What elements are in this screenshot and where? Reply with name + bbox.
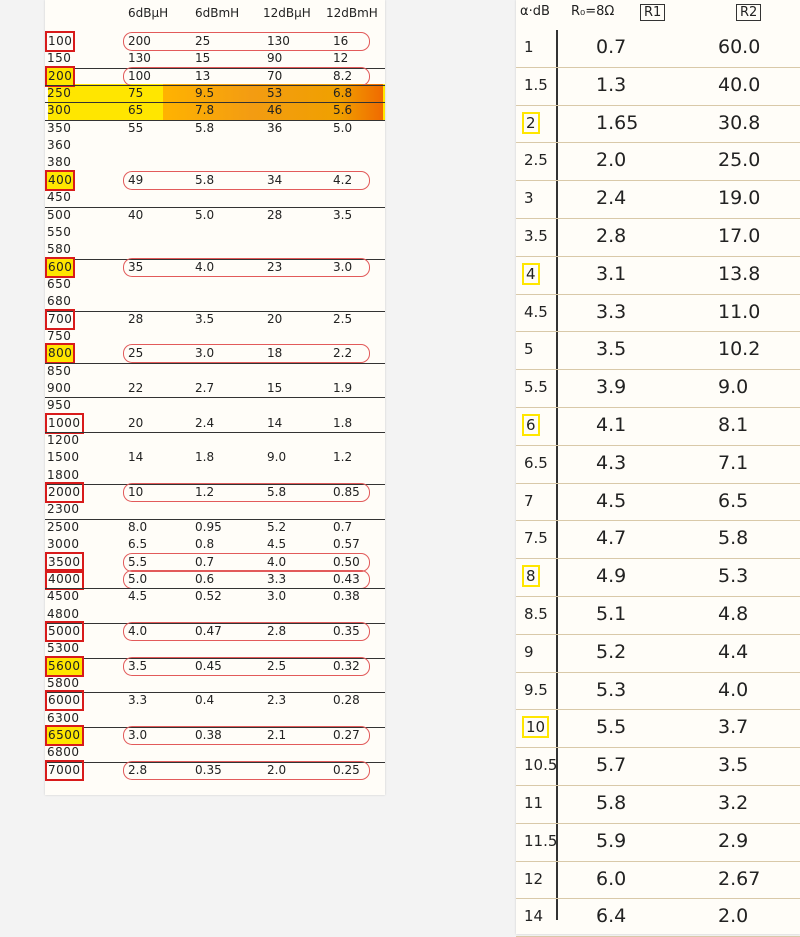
- value-cell: 3.5: [195, 311, 215, 326]
- r2-cell: 3.7: [718, 716, 749, 739]
- r2-cell: 3.5: [718, 754, 749, 777]
- value-cell: 0.28: [333, 693, 360, 708]
- frequency-cell: 650: [47, 276, 72, 291]
- value-cell: 65: [128, 103, 144, 118]
- frequency-cell: 150: [47, 51, 72, 66]
- value-cell: 0.85: [333, 485, 360, 500]
- r2-cell: 40.0: [718, 73, 761, 96]
- r1-cell: 5.8: [596, 792, 627, 814]
- value-cell: 36: [267, 120, 283, 135]
- r2-cell: 5.3: [718, 565, 749, 588]
- table-row: [45, 137, 385, 154]
- value-cell: 23: [267, 259, 283, 274]
- frequency-cell: 600: [48, 259, 73, 274]
- table-row: [516, 786, 800, 824]
- table-row: [516, 219, 800, 257]
- value-cell: 75: [128, 86, 144, 101]
- table-row: [45, 120, 385, 137]
- frequency-cell: 500: [47, 207, 72, 222]
- row-circle: [123, 67, 370, 86]
- alpha-cell: 2: [526, 113, 536, 132]
- value-cell: 3.0: [128, 728, 148, 742]
- frequency-cell: 950: [47, 398, 72, 413]
- value-cell: 0.8: [195, 537, 215, 552]
- table-row: [516, 673, 800, 711]
- table-row: [45, 224, 385, 241]
- frequency-cell: 380: [47, 155, 72, 170]
- value-cell: 40: [128, 207, 144, 222]
- value-cell: 130: [128, 51, 151, 66]
- frequency-cell: 5800: [47, 675, 80, 690]
- right-table-body: [516, 0, 800, 934]
- value-cell: 14: [128, 450, 144, 465]
- table-row: [516, 408, 800, 446]
- row-circle: [123, 171, 370, 190]
- alpha-cell: 1: [524, 38, 534, 56]
- value-cell: 2.4: [195, 415, 215, 430]
- value-cell: 1.2: [333, 450, 353, 465]
- value-cell: 5.8: [195, 172, 215, 187]
- table-row: [45, 380, 385, 397]
- r1-cell: 6.0: [596, 867, 627, 890]
- value-cell: 3.0: [333, 259, 353, 274]
- value-cell: 0.38: [333, 589, 360, 604]
- value-cell: 2.2: [333, 346, 353, 361]
- value-cell: 34: [267, 172, 283, 187]
- r2-cell: 2.0: [718, 905, 749, 928]
- value-cell: 4.0: [267, 554, 287, 569]
- frequency-cell: 100: [48, 34, 73, 48]
- r1-cell: 4.9: [596, 565, 627, 588]
- frequency-cell: 6500: [48, 728, 81, 742]
- r2-cell: 7.1: [718, 451, 749, 474]
- column-header-box: R2: [736, 4, 761, 21]
- value-cell: 0.35: [333, 623, 360, 638]
- table-row: [45, 536, 385, 553]
- alpha-cell: 6.5: [524, 453, 548, 472]
- frequency-cell: 300: [47, 103, 72, 118]
- frequency-cell: 400: [48, 172, 73, 187]
- value-cell: 5.0: [195, 207, 215, 222]
- value-cell: 8.2: [333, 68, 353, 83]
- r2-cell: 4.4: [718, 640, 749, 663]
- table-row: [516, 181, 800, 219]
- value-cell: 0.43: [333, 571, 360, 586]
- alpha-cell: 2.5: [524, 151, 548, 170]
- value-cell: 5.0: [333, 120, 353, 135]
- value-cell: 3.3: [267, 571, 287, 586]
- r1-cell: 4.1: [596, 414, 627, 436]
- value-cell: 0.38: [195, 728, 222, 742]
- r2-cell: 10.2: [718, 338, 761, 361]
- value-cell: 49: [128, 172, 144, 187]
- column-header: 12dBμH: [263, 6, 311, 20]
- table-row: [45, 675, 385, 692]
- alpha-cell: 11: [524, 794, 544, 812]
- value-cell: 4.0: [195, 259, 215, 274]
- r1-cell: 4.7: [596, 527, 627, 550]
- value-cell: 2.7: [195, 381, 215, 395]
- row-circle: [123, 553, 370, 572]
- table-row: [45, 102, 385, 119]
- r1-cell: 2.4: [596, 187, 627, 210]
- table-row: [516, 824, 800, 862]
- r2-cell: 2.9: [718, 829, 749, 852]
- value-cell: 55: [128, 120, 144, 135]
- frequency-cell: 4000: [48, 571, 81, 586]
- value-cell: 0.95: [195, 519, 222, 534]
- value-cell: 1.8: [333, 415, 353, 430]
- table-row: [45, 311, 385, 328]
- r2-cell: 25.0: [718, 149, 761, 172]
- table-row: [516, 635, 800, 673]
- row-circle: [123, 726, 370, 745]
- r2-cell: 17.0: [718, 225, 761, 247]
- value-cell: 3.5: [128, 658, 148, 673]
- r2-cell: 9.0: [718, 376, 749, 399]
- r1-cell: 3.3: [596, 300, 627, 323]
- r2-cell: 60.0: [718, 36, 761, 58]
- table-row: [45, 467, 385, 484]
- table-row: [516, 446, 800, 484]
- table-row: [516, 862, 800, 900]
- value-cell: 1.8: [195, 450, 215, 465]
- value-cell: 90: [267, 51, 283, 66]
- value-cell: 2.3: [267, 693, 287, 708]
- r2-cell: 19.0: [718, 187, 761, 210]
- value-cell: 7.8: [195, 103, 215, 118]
- row-circle: [123, 761, 370, 780]
- table-row: [516, 332, 800, 370]
- frequency-cell: 700: [48, 311, 73, 326]
- alpha-cell: 5.5: [524, 378, 548, 397]
- frequency-cell: 250: [47, 86, 72, 101]
- value-cell: 5.5: [128, 554, 148, 569]
- table-row: [45, 207, 385, 224]
- alpha-cell: 11.5: [524, 831, 558, 850]
- value-cell: 0.35: [195, 762, 222, 777]
- table-row: [45, 640, 385, 657]
- value-cell: 20: [128, 415, 144, 430]
- frequency-cell: 750: [47, 328, 72, 343]
- table-row: [45, 692, 385, 709]
- value-cell: 12: [333, 51, 349, 66]
- row-circle: [123, 657, 370, 676]
- value-cell: 18: [267, 346, 283, 361]
- value-cell: 53: [267, 86, 283, 101]
- column-header-box: R1: [640, 4, 665, 21]
- table-row: [516, 257, 800, 295]
- table-row: [516, 106, 800, 144]
- value-cell: 0.45: [195, 658, 222, 673]
- value-cell: 35: [128, 259, 144, 274]
- frequency-cell: 5300: [47, 641, 80, 656]
- value-cell: 130: [267, 34, 290, 48]
- value-cell: 16: [333, 34, 349, 48]
- value-cell: 25: [128, 346, 144, 361]
- value-cell: 25: [195, 34, 211, 48]
- frequency-cell: 900: [47, 381, 72, 395]
- value-cell: 9.0: [267, 450, 287, 465]
- value-cell: 20: [267, 311, 283, 326]
- frequency-cell: 7000: [48, 762, 81, 777]
- alpha-cell: 4: [526, 264, 536, 283]
- r1-cell: 0.7: [596, 36, 627, 58]
- value-cell: 4.2: [333, 172, 353, 187]
- value-cell: 0.52: [195, 589, 222, 604]
- value-cell: 15: [195, 51, 211, 66]
- table-row: [45, 293, 385, 310]
- frequency-cell: 580: [47, 242, 72, 257]
- r1-cell: 5.7: [596, 754, 627, 777]
- column-header: 6dBμH: [128, 6, 169, 20]
- table-row: [45, 744, 385, 761]
- alpha-cell: 8.5: [524, 605, 548, 623]
- value-cell: 0.32: [333, 658, 360, 673]
- value-cell: 5.2: [267, 519, 287, 534]
- value-cell: 0.6: [195, 571, 215, 586]
- frequency-cell: 3500: [48, 554, 81, 569]
- value-cell: 70: [267, 68, 283, 83]
- alpha-cell: 3.5: [524, 227, 548, 245]
- table-row: [45, 85, 385, 102]
- frequency-cell: 4800: [47, 606, 80, 621]
- value-cell: 5.8: [267, 485, 287, 500]
- table-row: [516, 710, 800, 748]
- table-row: [45, 241, 385, 258]
- value-cell: 2.0: [267, 762, 287, 777]
- table-row: [516, 295, 800, 333]
- value-cell: 6.8: [333, 86, 353, 101]
- r2-cell: 2.67: [718, 867, 761, 890]
- value-cell: 6.5: [128, 537, 148, 552]
- table-row: [45, 154, 385, 171]
- value-cell: 10: [128, 485, 144, 500]
- value-cell: 4.5: [267, 537, 287, 552]
- r1-cell: 1.3: [596, 73, 627, 96]
- value-cell: 0.27: [333, 728, 360, 742]
- r2-cell: 8.1: [718, 414, 749, 436]
- value-cell: 0.7: [333, 519, 353, 534]
- table-row: [45, 710, 385, 727]
- r2-cell: 3.2: [718, 792, 749, 814]
- alpha-cell: 7.5: [524, 529, 548, 548]
- value-cell: 46: [267, 103, 283, 118]
- left-table-body: [45, 0, 385, 795]
- r1-cell: 4.3: [596, 451, 627, 474]
- value-cell: 15: [267, 381, 283, 395]
- value-cell: 5.8: [195, 120, 215, 135]
- alpha-cell: 10: [526, 718, 546, 737]
- value-cell: 3.5: [333, 207, 353, 222]
- row-circle: [123, 258, 370, 277]
- value-cell: 2.8: [128, 762, 148, 777]
- alpha-cell: 8: [526, 567, 536, 586]
- value-cell: 0.50: [333, 554, 360, 569]
- value-cell: 0.47: [195, 623, 222, 638]
- value-cell: 22: [128, 381, 144, 395]
- frequency-cell: 3000: [47, 537, 80, 552]
- table-row: [45, 50, 385, 67]
- frequency-cell: 550: [47, 224, 72, 239]
- r1-cell: 3.9: [596, 376, 627, 399]
- value-cell: 9.5: [195, 86, 215, 101]
- r1-cell: 3.5: [596, 338, 627, 361]
- frequency-cell: 1200: [47, 433, 80, 448]
- value-cell: 14: [267, 415, 283, 430]
- r2-cell: 4.8: [718, 603, 749, 625]
- row-circle: [123, 344, 370, 363]
- value-cell: 3.0: [267, 589, 287, 604]
- table-row: [45, 449, 385, 466]
- r1-cell: 5.1: [596, 603, 627, 625]
- value-cell: 100: [128, 68, 151, 83]
- alpha-cell: 9.5: [524, 680, 548, 699]
- value-cell: 28: [128, 311, 144, 326]
- value-cell: 2.5: [333, 311, 353, 326]
- value-cell: 2.1: [267, 728, 287, 742]
- frequency-cell: 1000: [48, 415, 81, 430]
- table-row: [45, 397, 385, 414]
- frequency-cell: 680: [47, 294, 72, 309]
- frequency-cell: 800: [48, 346, 73, 361]
- frequency-cell: 4500: [47, 589, 80, 604]
- frequency-cell: 5600: [48, 658, 81, 673]
- value-cell: 1.9: [333, 381, 353, 395]
- table-row: [45, 501, 385, 518]
- value-cell: 13: [195, 68, 211, 83]
- table-row: [45, 363, 385, 380]
- table-row: [516, 597, 800, 635]
- table-row: [45, 519, 385, 536]
- value-cell: 3.0: [195, 346, 215, 361]
- row-circle: [123, 483, 370, 502]
- table-row: [516, 521, 800, 559]
- table-row: [45, 588, 385, 605]
- value-cell: 5.6: [333, 103, 353, 118]
- alpha-cell: 6: [526, 416, 536, 434]
- frequency-cell: 2500: [47, 519, 80, 534]
- alpha-cell: 10.5: [524, 756, 558, 775]
- r1-cell: 2.0: [596, 149, 627, 172]
- row-circle: [123, 622, 370, 641]
- frequency-cell: 2300: [47, 502, 80, 517]
- r1-cell: 5.5: [596, 716, 627, 739]
- value-cell: 0.25: [333, 762, 360, 777]
- alpha-cell: 3: [524, 189, 534, 208]
- column-header: 12dBmH: [326, 6, 378, 20]
- table-row: [516, 899, 800, 937]
- table-row: [516, 559, 800, 597]
- value-cell: 2.5: [267, 658, 287, 673]
- column-header: R₀=8Ω: [571, 4, 615, 19]
- frequency-cell: 1500: [47, 450, 80, 465]
- frequency-cell: 350: [47, 120, 72, 135]
- table-row: [45, 189, 385, 206]
- value-cell: 8.0: [128, 519, 148, 534]
- value-cell: 0.57: [333, 537, 360, 552]
- table-row: [516, 484, 800, 522]
- left-frequency-table: [45, 0, 385, 795]
- value-cell: 4.5: [128, 589, 148, 604]
- value-cell: 200: [128, 34, 151, 48]
- frequency-cell: 200: [48, 68, 73, 83]
- r1-cell: 2.8: [596, 225, 627, 247]
- table-row: [45, 328, 385, 345]
- r1-cell: 5.9: [596, 829, 627, 852]
- alpha-cell: 14: [524, 907, 544, 926]
- table-row: [516, 68, 800, 106]
- r2-cell: 4.0: [718, 678, 749, 701]
- frequency-cell: 450: [47, 190, 72, 205]
- frequency-cell: 360: [47, 138, 72, 153]
- alpha-cell: 12: [524, 869, 544, 888]
- value-cell: 4.0: [128, 623, 148, 638]
- frequency-cell: 850: [47, 363, 72, 378]
- r2-cell: 30.8: [718, 111, 761, 134]
- alpha-cell: 7: [524, 491, 534, 510]
- value-cell: 2.8: [267, 623, 287, 638]
- value-cell: 0.7: [195, 554, 215, 569]
- table-row: [516, 30, 800, 68]
- row-circle: [123, 570, 370, 589]
- table-row: [45, 606, 385, 623]
- r1-cell: 5.3: [596, 678, 627, 701]
- frequency-cell: 6000: [48, 693, 81, 708]
- table-row: [45, 432, 385, 449]
- frequency-cell: 6800: [47, 745, 80, 760]
- r1-cell: 5.2: [596, 640, 627, 663]
- r2-cell: 11.0: [718, 300, 761, 323]
- value-cell: 0.4: [195, 693, 215, 708]
- r1-cell: 4.5: [596, 489, 627, 512]
- alpha-cell: 9: [524, 642, 534, 661]
- table-row: [516, 370, 800, 408]
- r2-cell: 6.5: [718, 489, 749, 512]
- table-row: [516, 143, 800, 181]
- r1-cell: 3.1: [596, 262, 627, 285]
- frequency-cell: 6300: [47, 710, 80, 725]
- table-row: [45, 415, 385, 432]
- value-cell: 28: [267, 207, 283, 222]
- frequency-cell: 2000: [48, 485, 81, 500]
- alpha-cell: 5: [524, 340, 534, 359]
- r2-cell: 13.8: [718, 262, 761, 285]
- value-cell: 3.3: [128, 693, 148, 708]
- alpha-cell: 1.5: [524, 75, 548, 94]
- table-row: [516, 748, 800, 786]
- r1-cell: 1.65: [596, 111, 639, 134]
- r2-cell: 5.8: [718, 527, 749, 550]
- table-row: [45, 276, 385, 293]
- value-cell: 1.2: [195, 485, 215, 500]
- right-attenuation-table: [516, 0, 800, 934]
- column-header: 6dBmH: [195, 6, 240, 20]
- row-circle: [123, 32, 370, 51]
- frequency-cell: 1800: [47, 467, 80, 482]
- value-cell: 5.0: [128, 571, 148, 586]
- frequency-cell: 5000: [48, 623, 81, 638]
- column-header: α·dB: [520, 4, 550, 19]
- alpha-cell: 4.5: [524, 302, 548, 321]
- r1-cell: 6.4: [596, 905, 627, 928]
